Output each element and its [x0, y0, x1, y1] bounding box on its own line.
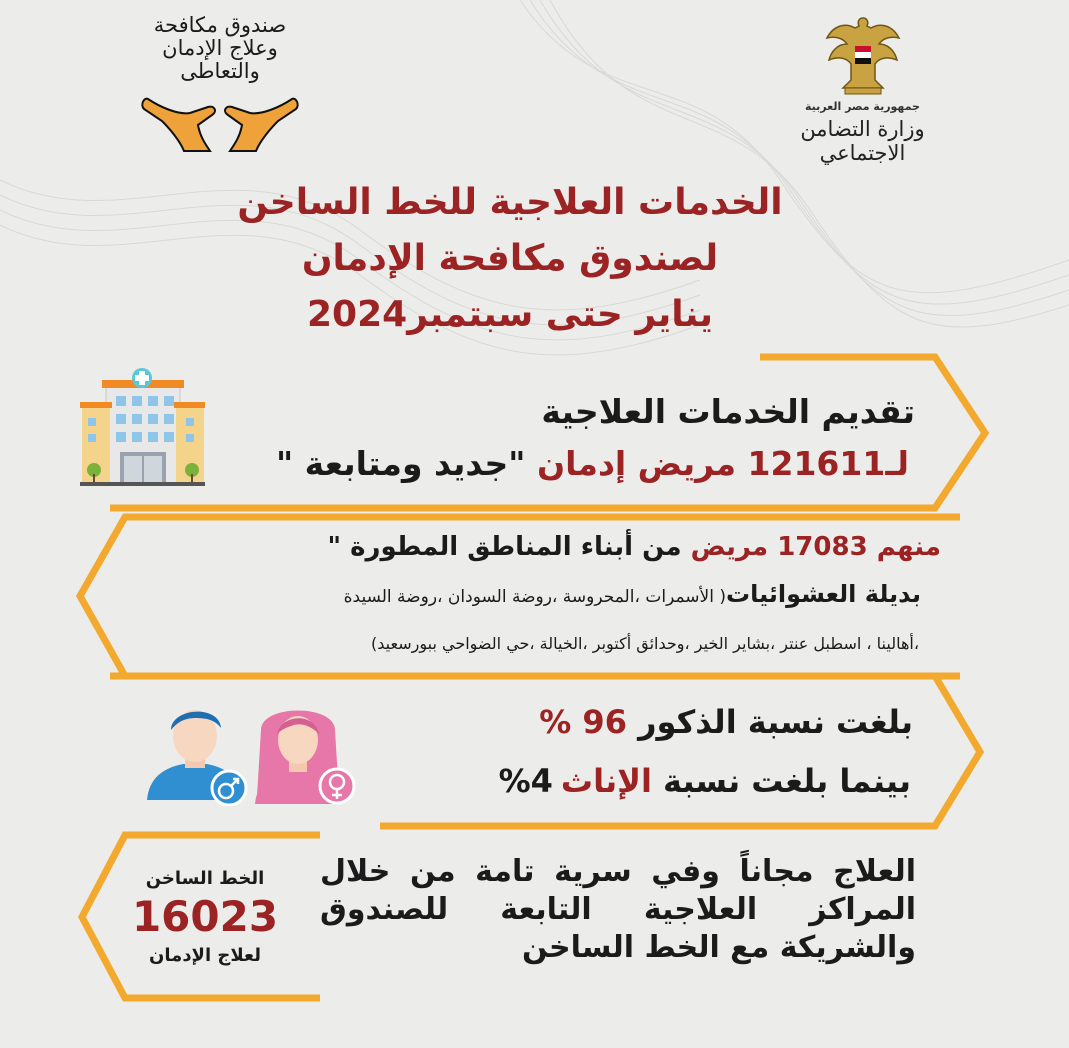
treatment-patients-type: "جديد ومتابعة "	[275, 444, 537, 483]
developed-areas-list-2: ،أهالينا ، اسطبل عنتر ،بشاير الخير ،وحدائق أكتوبر ،الخيالة ،حي الضواحي ببورسعيد)	[371, 634, 919, 653]
hotline-box	[120, 868, 290, 966]
free-treatment-text: العلاج مجاناً وفي سرية تامة من خلال المراكز العلاجية التابعة للصندوق والشريكة مع الخط الساخن	[320, 854, 916, 965]
title-line-3: يناير حتى سبتمبر2024	[307, 294, 713, 335]
treatment-patients-line	[276, 444, 909, 483]
males-label: بلغت نسبة الذكور	[626, 703, 913, 741]
treatment-panel-frame	[110, 357, 985, 508]
females-value: 4%	[498, 762, 553, 800]
ministry-name: وزارة التضامن الاجتماعي	[800, 117, 925, 165]
developed-areas-prefix: منهم	[867, 532, 941, 562]
male-avatar-icon	[147, 710, 246, 805]
males-value: 96 %	[539, 703, 627, 741]
gender-avatars	[145, 700, 370, 806]
developed-areas-list-1: ( الأسمرات ،المحروسة ،روضة السودان ،روضة السيدة	[343, 587, 726, 607]
developed-areas-line-2	[344, 580, 921, 608]
treatment-prefix: لـ	[885, 444, 909, 483]
females-line	[499, 762, 911, 800]
country-name: جمهورية مصر العربية	[805, 100, 920, 113]
males-line	[539, 703, 913, 741]
hotline-label: الخط الساخن	[145, 868, 265, 889]
hotline-number: 16023	[131, 892, 279, 941]
developed-areas-bold: بديلة العشوائيات	[725, 580, 921, 608]
developed-areas-suffix: من أبناء المناطق المطورة "	[327, 532, 691, 562]
hospital-icon	[80, 368, 205, 486]
title-line-1: الخدمات العلاجية للخط الساخن	[237, 182, 783, 223]
treatment-patients-count: 121611	[747, 444, 886, 483]
fund-name-line-2: وعلاج الإدمان	[162, 36, 278, 60]
title-line-2: لصندوق مكافحة الإدمان	[301, 238, 719, 279]
developed-areas-count: 17083 مريض	[690, 532, 868, 562]
fund-name-line-3: والتعاطى	[180, 59, 260, 83]
female-avatar-icon	[255, 711, 354, 805]
treatment-title: تقديم الخدمات العلاجية	[541, 392, 915, 431]
females-word: الإناث	[560, 762, 652, 800]
fund-name-line-1: صندوق مكافحة	[153, 13, 287, 37]
treatment-patients-label: مريض إدمان	[536, 444, 748, 483]
developed-areas-line-1	[328, 532, 941, 562]
females-label: بينما بلغت نسبة	[651, 762, 911, 800]
hotline-sub: لعلاج الإدمان	[149, 945, 261, 966]
